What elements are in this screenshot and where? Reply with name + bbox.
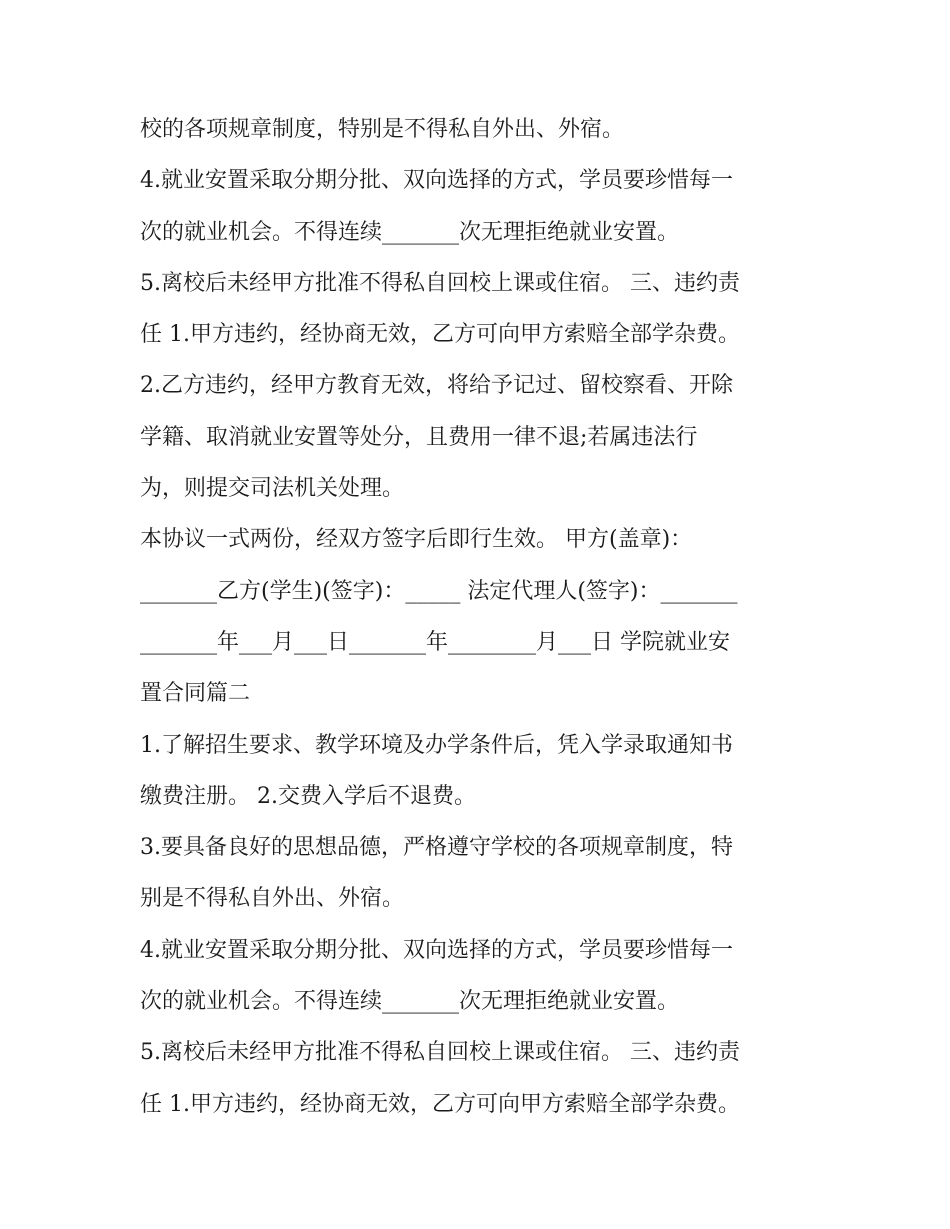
text-line: 任 1.甲方违约，经协商无效，乙方可向甲方索赔全部学杂费。 [140, 322, 740, 348]
text-line: _______乙方(学生)(签字)：_____ 法定代理人(签字)：_______ [140, 578, 738, 604]
text-line: 4.就业安置采取分期分批、双向选择的方式，学员要珍惜每一 [140, 937, 733, 963]
text-line: 缴费注册。 2.交费入学后不退费。 [140, 783, 476, 809]
text-line: 次的就业机会。不得连续_______次无理拒绝就业安置。 [140, 989, 680, 1015]
text-line: 1.了解招生要求、教学环境及办学条件后，凭入学录取通知书 [140, 732, 733, 758]
text-line: 5.离校后未经甲方批准不得私自回校上课或住宿。 三、违约责 [140, 270, 740, 296]
text-line: 3.要具备良好的思想品德，严格遵守学校的各项规章制度，特 [140, 835, 733, 861]
text-line: 2.乙方违约，经甲方教育无效，将给予记过、留校察看、开除 [140, 373, 733, 399]
text-line: 5.离校后未经甲方批准不得私自回校上课或住宿。 三、违约责 [140, 1040, 740, 1066]
section-heading: 置合同篇二 [140, 681, 251, 707]
text-line: 本协议一式两份，经双方签字后即行生效。 甲方(盖章)： [140, 527, 693, 553]
document-body [140, 104, 820, 1130]
text-line: _______年___月___日_______年________月___日 学院就业安 [140, 629, 730, 655]
text-line: 校的各项规章制度，特别是不得私自外出、外宿。 [140, 117, 625, 142]
text-line: 4.就业安置采取分期分批、双向选择的方式，学员要珍惜每一 [140, 168, 733, 194]
text-line: 学籍、取消就业安置等处分，且费用一律不退;若属违法行 [140, 424, 698, 450]
text-line: 次的就业机会。不得连续_______次无理拒绝就业安置。 [140, 219, 680, 245]
text-line: 任 1.甲方违约，经协商无效，乙方可向甲方索赔全部学杂费。 [140, 1091, 740, 1117]
text-line: 为，则提交司法机关处理。 [140, 476, 405, 502]
text-line: 别是不得私自外出、外宿。 [140, 886, 405, 912]
